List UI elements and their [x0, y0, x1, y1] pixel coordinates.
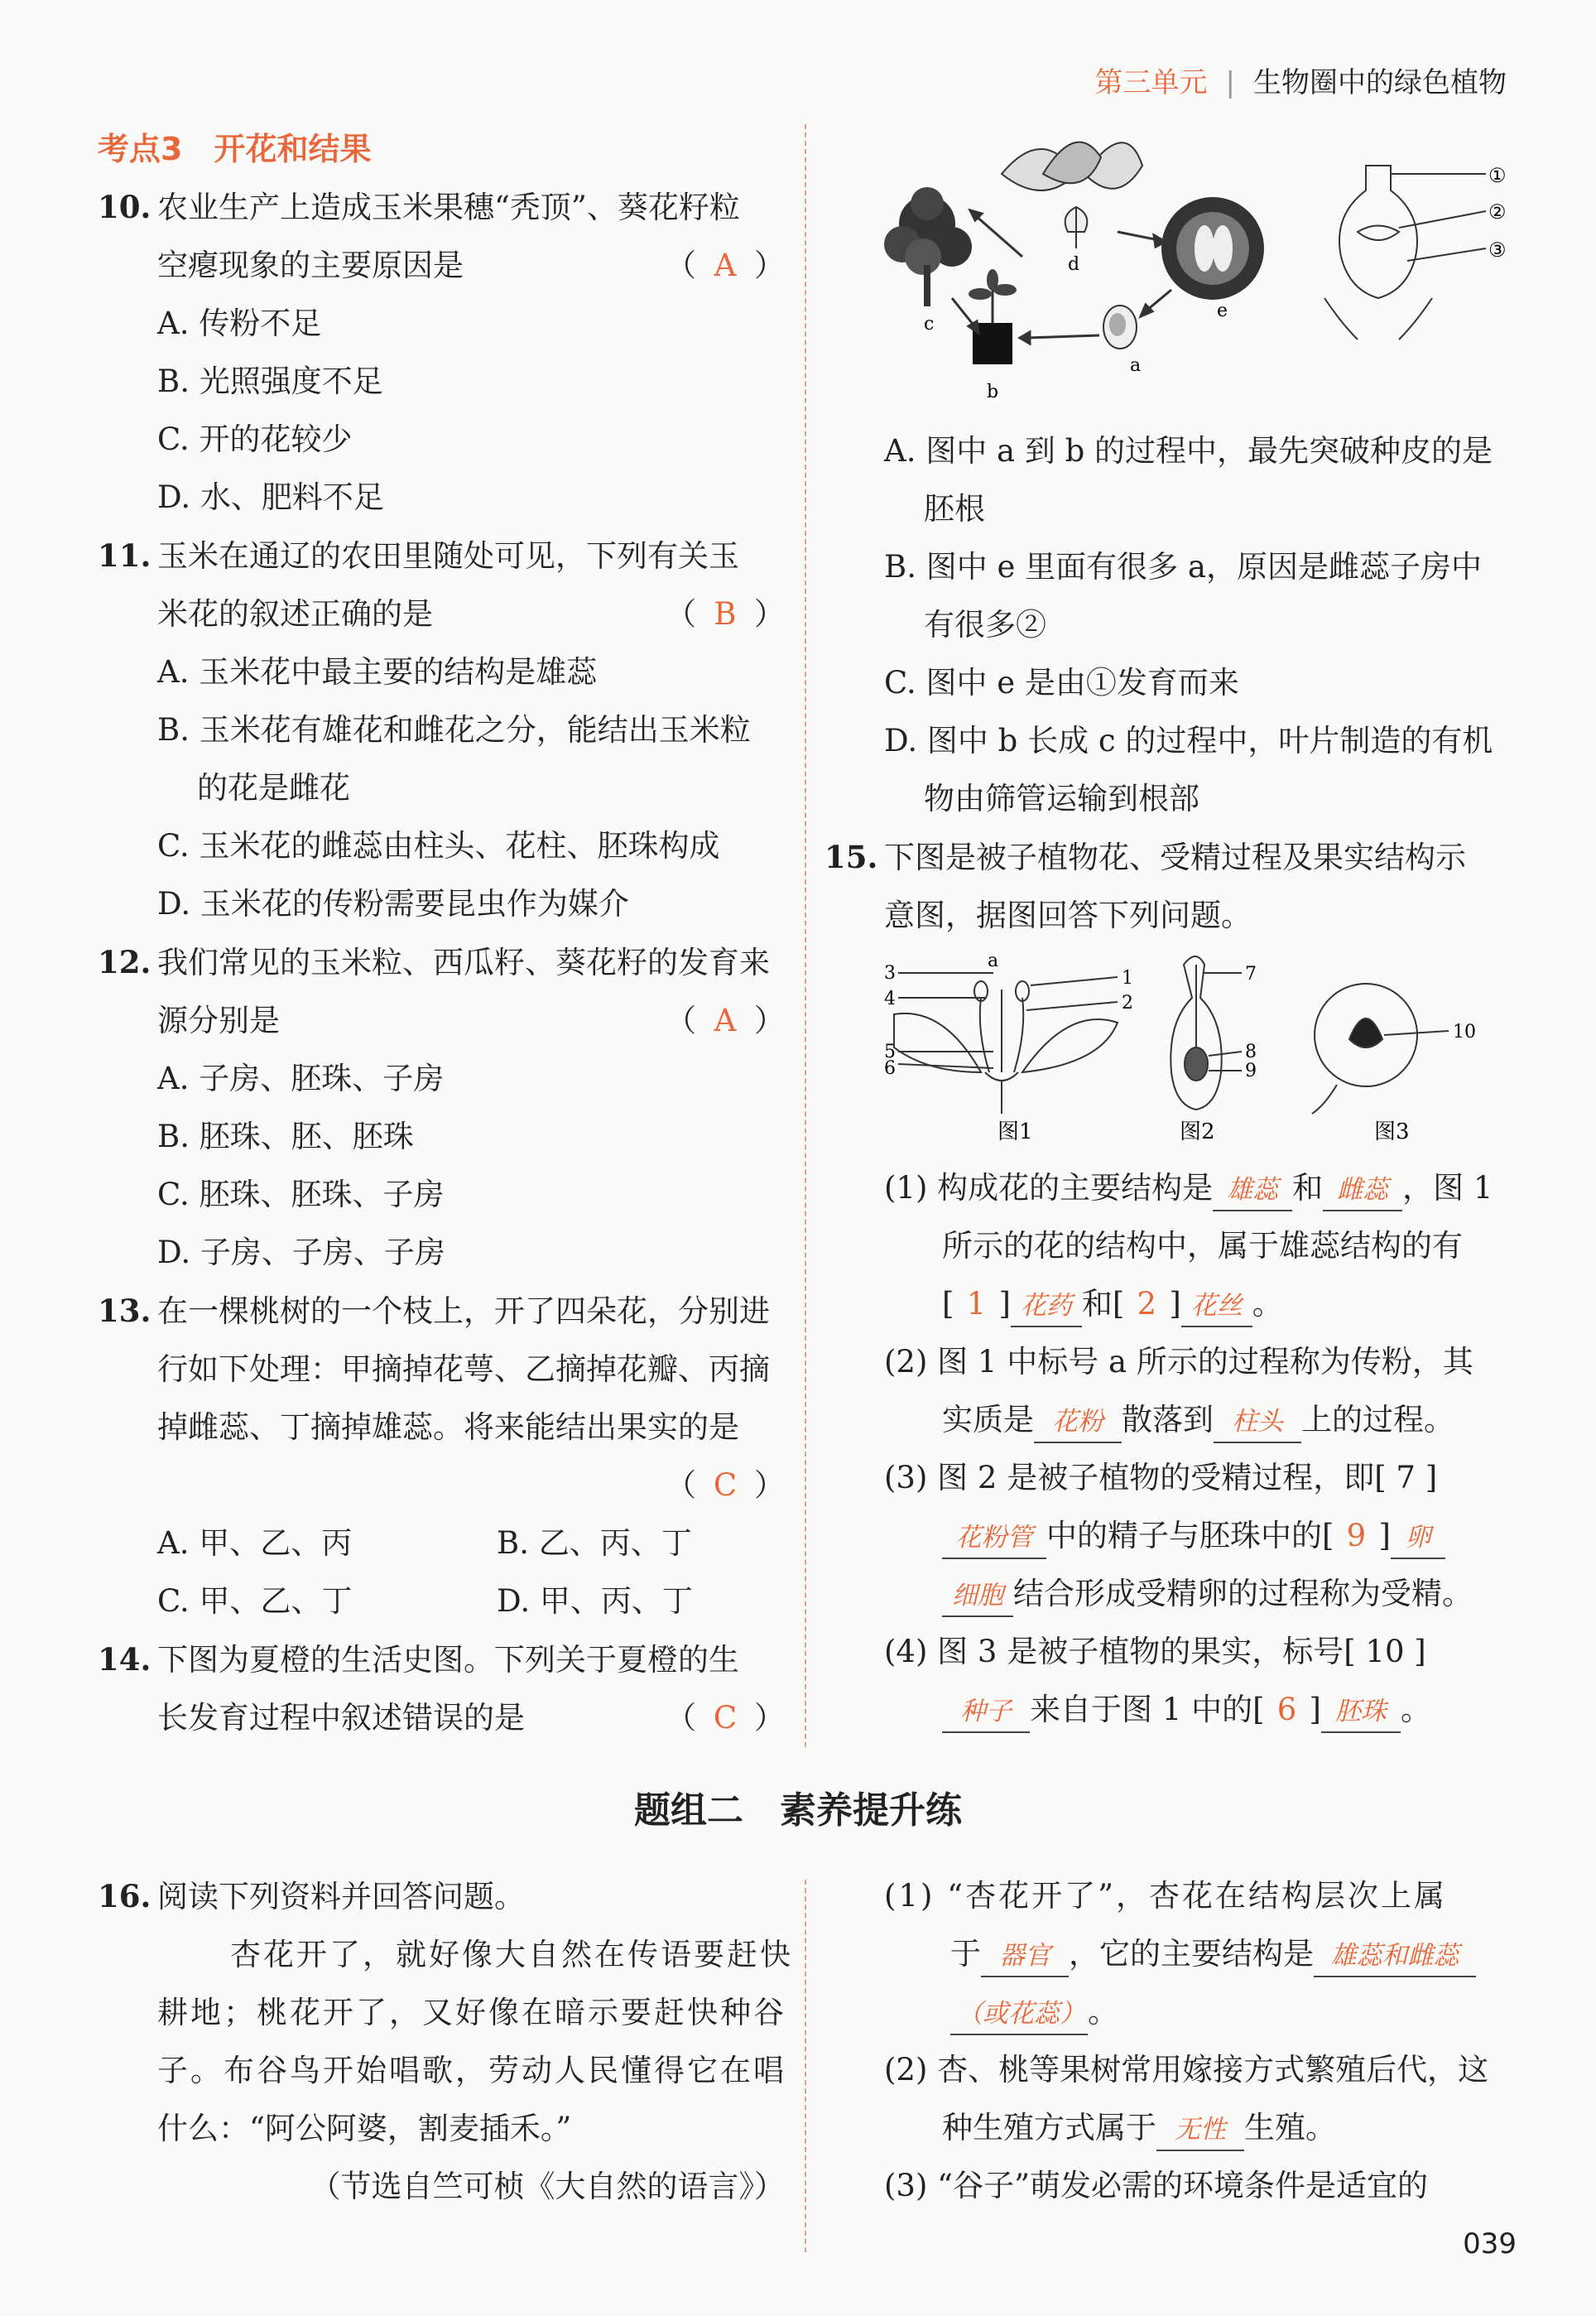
figure2-fertilization	[1171, 956, 1242, 1110]
answer-blank: 细胞	[942, 1576, 1013, 1617]
label-7: 7	[1245, 964, 1257, 985]
label-2: ②	[1488, 200, 1507, 224]
label-3: 3	[884, 963, 896, 984]
column-divider-2	[805, 1880, 806, 2252]
label-d: d	[1068, 254, 1080, 275]
label-10: 10	[1453, 1022, 1476, 1042]
page-number: 039	[1463, 2227, 1517, 2261]
option: B. 胚珠、胚、胚珠	[157, 1119, 414, 1154]
chapter-title: 生物圈中的绿色植物	[1253, 66, 1507, 99]
option: C. 开的花较少	[157, 421, 353, 457]
label-4: 4	[884, 989, 896, 1009]
pistil-illustration	[1324, 166, 1486, 339]
answer-blank: 器官	[981, 1936, 1069, 1977]
page-header: 第三单元 | 生物圈中的绿色植物	[1094, 66, 1507, 99]
label-a: a	[1130, 355, 1142, 376]
figure3-fruit	[1312, 984, 1449, 1114]
seedling-illustration	[969, 269, 1017, 364]
group-heading: 题组二 素养提升练	[634, 1789, 962, 1832]
answer-blank: 柱头	[1214, 1402, 1301, 1443]
figure1-flower	[894, 973, 1118, 1114]
answer-blank: 无性	[1156, 2110, 1244, 2151]
label-9: 9	[1245, 1061, 1257, 1081]
column-divider	[805, 124, 806, 1747]
label-5: 5	[884, 1042, 896, 1062]
question-12: 12. 我们常见的玉米粒、西瓜籽、葵花籽的发育来 源分别是 （ A ） A. 子房、胚珠、子房 B. 胚珠、胚、胚珠 C. 胚珠、胚珠、子房 D. 子房、子房、子房	[98, 933, 785, 1282]
answer-blank: 花药	[1011, 1286, 1082, 1327]
option: B. 图中 e 里面有很多 a，原因是雌蕊子房中	[884, 549, 1482, 585]
question-13: 13. 在一棵桃树的一个枝上，开了四朵花，分别进 行如下处理：甲摘掉花萼、乙摘掉花瓣、丙摘 掉雌蕊、丁摘掉雄蕊。将来能结出果实的是 （ C ） A. 甲、乙、丙 B. 乙、丙、丁 C. 甲、乙、丁 D. 甲、丙、丁	[98, 1282, 785, 1630]
question-10: 10. 农业生产上造成玉米果穗“秃顶”、葵花籽粒 空瘪现象的主要原因是 （ A ） A. 传粉不足 B. 光照强度不足 C. 开的花较少 D. 水、肥料不足	[98, 178, 785, 527]
section-heading: 考点3 开花和结果	[98, 131, 372, 167]
fruit-cross-section-illustration	[1161, 197, 1264, 300]
answer-bracket: （ A ）	[666, 1003, 785, 1038]
answer-bracket: （ B ）	[666, 596, 785, 632]
option: A. 传粉不足	[157, 306, 322, 341]
answer-blank: 雄蕊和雌蕊	[1314, 1936, 1476, 1977]
label-e: e	[1217, 301, 1228, 321]
seed-illustration	[1103, 306, 1137, 349]
answer-blank: 雌蕊	[1323, 1170, 1402, 1211]
label-2: 2	[1122, 993, 1133, 1014]
answer-blank: 种子	[942, 1692, 1030, 1733]
label-b: b	[987, 382, 999, 402]
answer-bracket: （ C ）	[666, 1700, 785, 1736]
option: B. 乙、丙、丁	[497, 1525, 692, 1561]
orange-life-cycle-figure	[877, 124, 1507, 406]
question-15-parts: (1) 构成花的主要结构是 雄蕊 和 雌蕊 ，图 1 所示的花的结构中，属于雄蕊结构的有 [ 1 ] 花药 和[ 2 ] 花丝 。 (2) 图 1 中标号 a 所示的过程称为传粉，其 实质是 花粉 散落到 柱头 上的过程。 (3) 图 2 是被子植物的受精过程，即[ 7 ] 花粉管 中的精子与胚珠中的[ 9 ] 卵 细胞 结合形成受精卵的过程称为受精。 (4) 图 3 是被子植物的果实，标号[ 10 ] 种子 来自于图 1 中的[ 6 ] 胚珠 。	[884, 1159, 1513, 1739]
figure-3-caption: 图3	[1374, 1119, 1410, 1144]
option: D. 子房、子房、子房	[157, 1235, 445, 1270]
label-1: 1	[1122, 968, 1133, 989]
option: D. 玉米花的传粉需要昆虫作为媒介	[157, 886, 629, 922]
label-8: 8	[1245, 1042, 1257, 1062]
figure-1-caption: 图1	[997, 1119, 1033, 1144]
answer-blank: 花粉管	[942, 1518, 1046, 1559]
option: C. 胚珠、胚珠、子房	[157, 1177, 445, 1212]
answer-blank: 胚珠	[1321, 1692, 1401, 1733]
unit-label: 第三单元	[1094, 66, 1208, 99]
answer-blank: 花丝	[1181, 1286, 1252, 1327]
answer-blank: （或花蕊）	[950, 1994, 1088, 2035]
label-a: a	[988, 951, 999, 971]
option: C. 玉米花的雌蕊由柱头、花柱、胚珠构成	[157, 828, 720, 864]
source-citation: （节选自竺可桢《大自然的语言》）	[310, 2169, 785, 2204]
figure-2-caption: 图2	[1180, 1119, 1215, 1144]
orange-tree-illustration	[884, 187, 972, 306]
label-c: c	[924, 314, 935, 335]
flower-fertilization-fruit-figure	[877, 948, 1507, 1147]
option: A. 图中 a 到 b 的过程中，最先突破种皮的是	[884, 433, 1493, 469]
option: D. 甲、丙、丁	[497, 1583, 693, 1619]
left-column	[98, 120, 785, 1747]
option: C. 图中 e 是由①发育而来	[884, 665, 1239, 701]
option: C. 甲、乙、丁	[157, 1583, 353, 1619]
option: D. 水、肥料不足	[157, 479, 384, 515]
question-16: 16. 阅读下列资料并回答问题。 杏花开了，就好像大自然在传语要赶快 耕地；桃花开了，又好像在暗示要赶快种谷 子。布谷鸟开始唱歌，劳动人民懂得它在唱 什么：“阿公阿婆，割麦插禾。” （节选自竺可桢《大自然的语言》）	[98, 1867, 785, 2216]
answer-bracket: （ C ）	[666, 1467, 785, 1503]
question-11: 11. 玉米在通辽的农田里随处可见，下列有关玉 米花的叙述正确的是 （ B ） A. 玉米花中最主要的结构是雄蕊 B. 玉米花有雄花和雌花之分，能结出玉米粒 的花是雌花 C. 玉米花的雌蕊由柱头、花柱、胚珠构成 D. 玉米花的传粉需要昆虫作为媒介	[98, 527, 785, 933]
option: D. 图中 b 长成 c 的过程中，叶片制造的有机	[884, 723, 1493, 758]
answer-blank: 花粉	[1034, 1402, 1122, 1443]
option: A. 玉米花中最主要的结构是雄蕊	[157, 654, 598, 690]
label-6: 6	[884, 1058, 896, 1079]
answer-blank: 雄蕊	[1213, 1170, 1292, 1211]
label-1: ①	[1488, 164, 1507, 187]
answer-blank: 卵	[1391, 1518, 1445, 1559]
option: B. 玉米花有雄花和雌花之分，能结出玉米粒	[157, 712, 751, 748]
question-16-parts: (1) “杏花开了”，杏花在结构层次上属 于 器官 ，它的主要结构是 雄蕊和雌蕊 （或花蕊）。 (2) 杏、桃等果树常用嫁接方式繁殖后代，这 种生殖方式属于 无性 生殖。 (3) “谷子”萌发必需的环境条件是适宜的	[884, 1878, 1489, 2203]
right-column: A. 图中 a 到 b 的过程中，最先突破种皮的是 胚根 B. 图中 e 里面有很多 a，原因是雌蕊子房中 有很多② C. 图中 e 是由①发育而来 D. 图中 b 长成 c 的过程中，叶片制造的有机 物由筛管运输到根部 15. 下图是被子植物花、受精过程及果实结构示 意图，据图回答下列问题。	[884, 422, 1513, 945]
label-3: ③	[1488, 238, 1507, 262]
option: A. 子房、胚珠、子房	[157, 1061, 445, 1096]
option: B. 光照强度不足	[157, 364, 383, 399]
answer-bracket: （ A ）	[666, 248, 785, 283]
question-14: 14. 下图为夏橙的生活史图。下列关于夏橙的生 长发育过程中叙述错误的是 （ C ）	[98, 1630, 785, 1747]
option: A. 甲、乙、丙	[157, 1525, 353, 1561]
